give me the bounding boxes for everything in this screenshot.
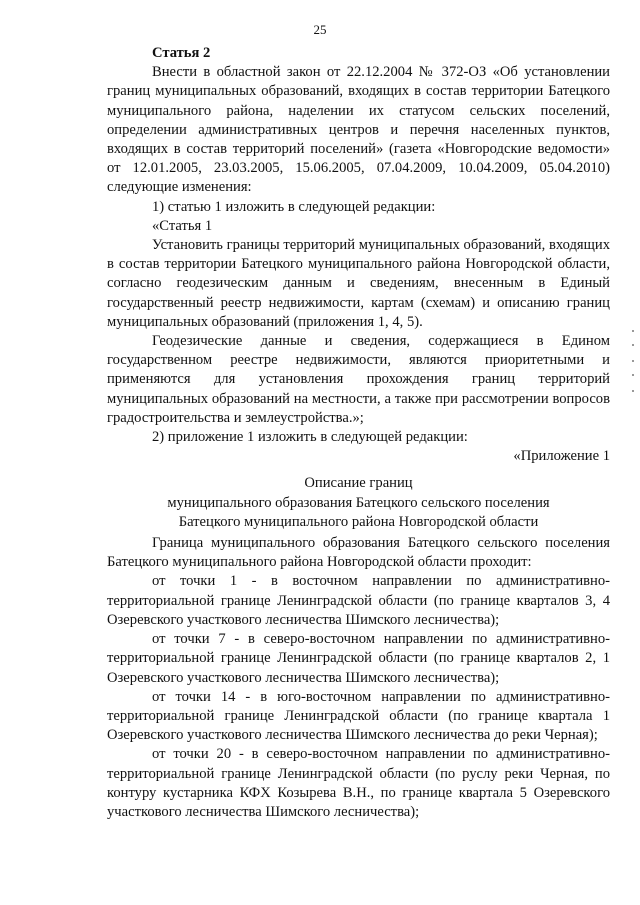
boundary-point: от точки 14 - в юго-восточном направлении по административно-территориальной границе Ленинградской области (по границе квартала 1 Озеревского участкового лесничества Шимского лесничества до реки Черная); bbox=[107, 688, 610, 744]
article-heading: Статья 2 bbox=[152, 45, 211, 61]
page-number: 25 bbox=[313, 22, 327, 37]
boundary-point: от точки 1 - в восточном направлении по административно-территориальной границе Ленинградской области (по границе кварталов 3, 4 Озеревского участкового лесничества Шимского лесничества); bbox=[107, 573, 610, 628]
item-1: 1) статью 1 изложить в следующей редакции: bbox=[152, 198, 436, 215]
quoted-article-heading: «Статья 1 bbox=[152, 217, 213, 234]
boundary-intro: Граница муниципального образования Батецкого сельского поселения Батецкого муниципального района Новгородской области проходит: bbox=[107, 535, 610, 571]
description-subtitle: муниципального образования Батецкого сельского поселения bbox=[167, 494, 550, 511]
intro-paragraph: Внести в областной закон от 22.12.2004 № 372-ОЗ «Об установлении границ муниципальных образований, входящих в состав территории Батецкого муниципального района, наделении их статусом сельских поселений, определении административных центров и перечня населенных пунктов, входящих в состав территорий поселений» (газета «Новгородские ведомости» от 12.01.2005, 23.03.2005, 15.06.2005, 07.04.2009, 10.04.2009, 05.04.2010) следующие изменения: bbox=[107, 64, 610, 196]
establish-paragraph: Установить границы территорий муниципальных образований, входящих в состав территории Батецкого муниципального района Новгородской области, согласно геодезическим данным и сведениям, внесенным в Единый государственный реестр недвижимости, картам (схемам) и описанию границ муниципальных образований (приложения 1, 4, 5). bbox=[107, 237, 610, 330]
boundary-point: от точки 7 - в северо-восточном направлении по административно-территориальной границе Ленинградской области (по границе кварталов 2, 1 Озеревского участкового лесничества Шимского лесничества); bbox=[107, 631, 610, 686]
description-subtitle-2: Батецкого муниципального района Новгородской области bbox=[178, 513, 539, 530]
description-title: Описание границ bbox=[304, 475, 413, 492]
item-2: 2) приложение 1 изложить в следующей редакции: bbox=[152, 429, 468, 446]
boundary-point: от точки 20 - в северо-восточном направлении по административно-территориальной границе Ленинградской области (по руслу реки Черная, по контуру кустарника КФХ Козырева В.Н., по границе квартала 5 Озеревского участкового лесничества Шимского лесничества); bbox=[107, 746, 610, 820]
geodata-paragraph: Геодезические данные и сведения, содержащиеся в Едином государственном реестре недвижимости, являются приоритетными и применяются для установления прохождения границ территорий муниципальных образований на местности, а также при рассмотрении вопросов градостроительства и землеустройства.»; bbox=[107, 333, 610, 426]
document-body bbox=[107, 44, 610, 822]
appendix-label: «Приложение 1 bbox=[513, 448, 610, 465]
